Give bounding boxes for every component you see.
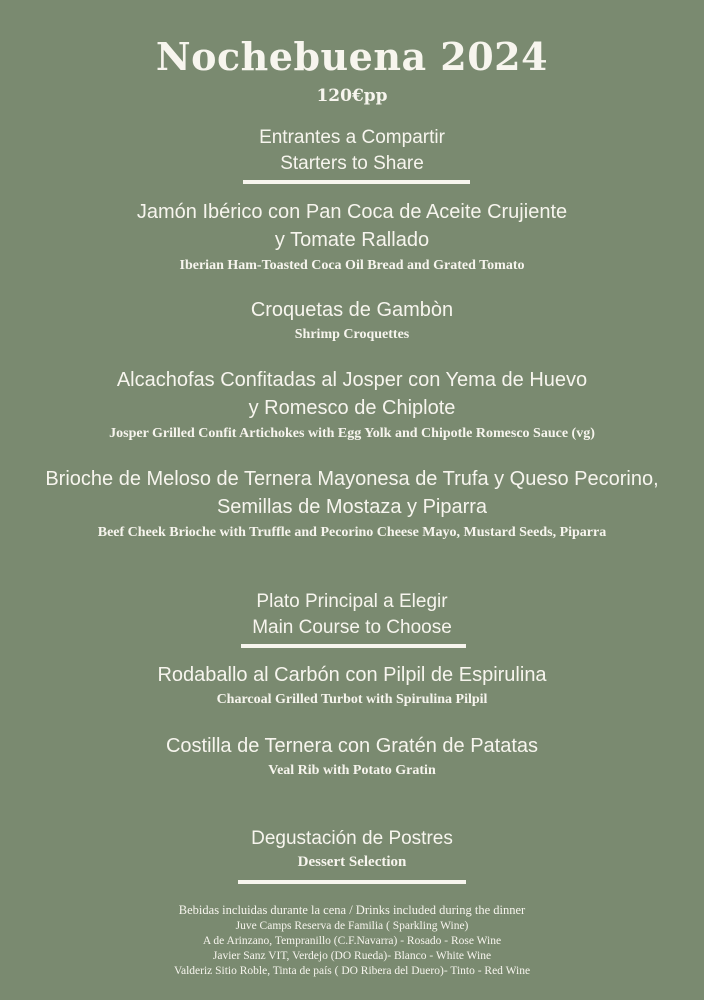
dish-item xyxy=(0,732,704,781)
dish-name-es: Brioche de Meloso de Ternera Mayonesa de Trufa y Queso Pecorino, xyxy=(45,468,659,490)
section-heading-main xyxy=(0,589,704,641)
menu-title: Nochebuena 2024 xyxy=(155,34,549,79)
dish-name-es: Rodaballo al Carbón con Pilpil de Espirulina xyxy=(157,664,547,686)
dish-item xyxy=(0,465,704,543)
dish-name-es: Costilla de Ternera con Gratén de Patatas xyxy=(165,735,539,757)
dish-item xyxy=(0,198,704,276)
dish-name-en: Veal Rib with Potato Gratin xyxy=(268,763,436,778)
dish-name-es: y Romesco de Chiplote xyxy=(248,397,456,419)
section-heading-es: Entrantes a Compartir xyxy=(259,127,445,148)
price: 120€pp xyxy=(316,86,388,106)
dish-name-es: Jamón Ibérico con Pan Coca de Aceite Crujiente xyxy=(136,201,568,223)
section-divider xyxy=(241,644,466,648)
dish-name-en: Shrimp Croquettes xyxy=(294,327,410,342)
section-heading-en: Main Course to Choose xyxy=(252,617,452,638)
drinks-heading: Bebidas incluidas durante la cena / Drinks included during the dinner xyxy=(178,903,526,917)
dish-name-es: Croquetas de Gambòn xyxy=(250,299,454,321)
dish-item xyxy=(0,661,704,710)
section-heading-es: Plato Principal a Elegir xyxy=(256,591,448,612)
drink-item: Valderiz Sitio Roble, Tinta de país ( DO Ribera del Duero)- Tinto - Red Wine xyxy=(173,965,531,977)
section-heading-es: Degustación de Postres xyxy=(251,828,453,849)
dish-item xyxy=(0,366,704,444)
drink-item: A de Arinzano, Tempranillo (C.F.Navarra) - Rosado - Rose Wine xyxy=(202,935,502,947)
section-heading-starters xyxy=(0,125,704,177)
dish-item xyxy=(0,296,704,345)
drinks-list xyxy=(0,902,704,979)
dish-name-en: Iberian Ham-Toasted Coca Oil Bread and Grated Tomato xyxy=(179,258,525,273)
dish-name-en: Charcoal Grilled Turbot with Spirulina Pilpil xyxy=(216,692,488,707)
section-heading-dessert xyxy=(0,826,704,872)
dish-name-es: Semillas de Mostaza y Piparra xyxy=(216,496,488,518)
dish-name-en: Beef Cheek Brioche with Truffle and Pecorino Cheese Mayo, Mustard Seeds, Piparra xyxy=(97,525,607,540)
section-divider xyxy=(238,880,466,884)
section-heading-en: Dessert Selection xyxy=(297,854,407,870)
dish-name-es: Alcachofas Confitadas al Josper con Yema de Huevo xyxy=(116,369,588,391)
dish-name-en: Josper Grilled Confit Artichokes with Egg Yolk and Chipotle Romesco Sauce (vg) xyxy=(109,426,595,441)
section-heading-en: Starters to Share xyxy=(280,153,424,174)
drink-item: Javier Sanz VIT, Verdejo (DO Rueda)- Blanco - White Wine xyxy=(212,950,492,962)
drink-item: Juve Camps Reserva de Familia ( Sparkling Wine) xyxy=(235,920,469,932)
section-divider xyxy=(243,180,470,184)
dish-name-es: y Tomate Rallado xyxy=(274,229,430,251)
